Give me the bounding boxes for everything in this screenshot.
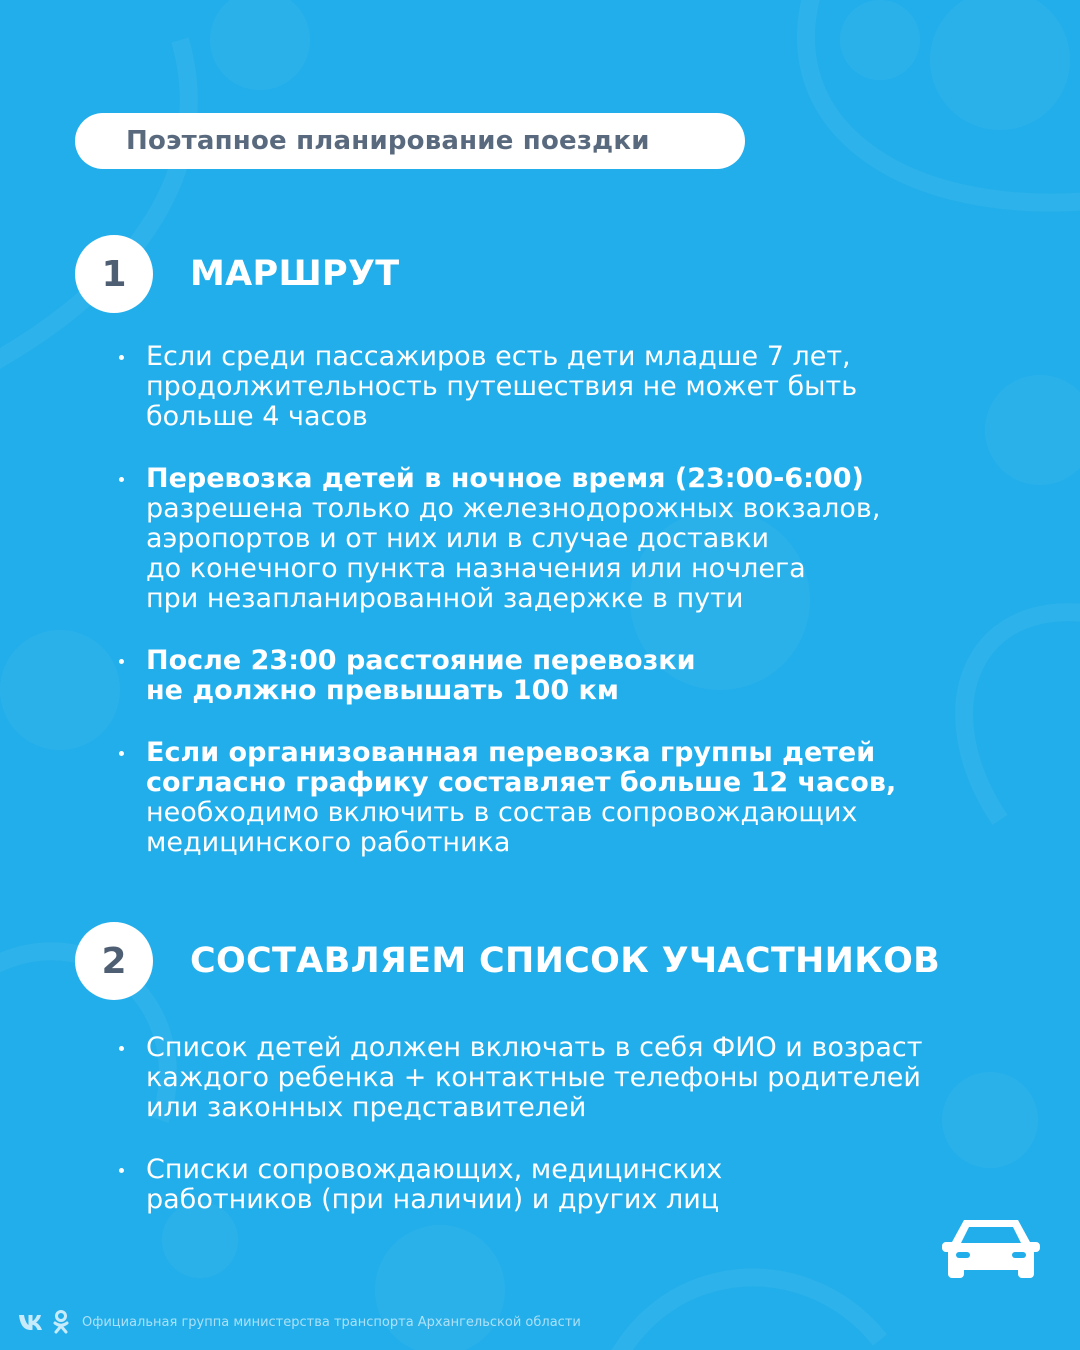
bullet-line: работников (при наличии) и других лиц — [146, 1184, 720, 1215]
list-item — [115, 1155, 1035, 1215]
bullet-line: После 23:00 расстояние перевозки — [146, 645, 696, 676]
bullet-line: разрешена только до железнодорожных вокзалов, — [146, 493, 881, 524]
bullet-dot — [119, 751, 124, 756]
list-item — [115, 646, 1035, 706]
list-item — [115, 1033, 1035, 1123]
bullet-line: или законных представителей — [146, 1092, 587, 1123]
bullet-line: Если организованная перевозка группы детей — [146, 737, 876, 768]
section-2-title: СОСТАВЛЯЕМ СПИСОК УЧАСТНИКОВ — [190, 941, 941, 981]
list-item — [115, 464, 1035, 614]
section-2-header — [75, 922, 940, 1000]
title-pill — [75, 113, 745, 169]
section-1-number: 1 — [75, 235, 153, 313]
bullet-line: согласно графику составляет больше 12 часов, — [146, 767, 897, 798]
bullet-line: Список детей должен включать в себя ФИО и возраст — [146, 1032, 923, 1063]
odnoklassniki-icon[interactable] — [52, 1309, 70, 1335]
bullet-dot — [119, 477, 124, 482]
bullet-line: каждого ребенка + контактные телефоны родителей — [146, 1062, 921, 1093]
section-1-title: МАРШРУТ — [190, 254, 400, 294]
section-2-bullets — [115, 1033, 1035, 1247]
bullet-line: аэропортов и от них или в случае доставки — [146, 523, 770, 554]
section-1-bullets — [115, 342, 1035, 890]
footer-text: Официальная группа министерства транспорта Архангельской области — [82, 1314, 581, 1330]
car-icon — [942, 1216, 1040, 1282]
bullet-dot — [119, 659, 124, 664]
list-item — [115, 342, 1035, 432]
bullet-line: Если среди пассажиров есть дети младше 7 лет, — [146, 341, 851, 372]
bullet-line: медицинского работника — [146, 827, 511, 858]
footer — [18, 1304, 581, 1340]
bullet-dot — [119, 1168, 124, 1173]
bullet-line: до конечного пункта назначения или ночлега — [146, 553, 806, 584]
bullet-line: не должно превышать 100 км — [146, 675, 619, 706]
bullet-dot — [119, 1046, 124, 1051]
section-1-header — [75, 235, 399, 313]
page-title: Поэтапное планирование поездки — [126, 126, 650, 156]
bullet-line: больше 4 часов — [146, 401, 368, 432]
bullet-line: Перевозка детей в ночное время (23:00-6:00) — [146, 463, 864, 494]
section-2-number: 2 — [75, 922, 153, 1000]
bullet-dot — [119, 355, 124, 360]
bullet-line: продолжительность путешествия не может быть — [146, 371, 858, 402]
bullet-line: необходимо включить в состав сопровождающих — [146, 797, 858, 828]
vk-icon[interactable] — [18, 1313, 46, 1331]
list-item — [115, 738, 1035, 858]
bullet-line: Списки сопровождающих, медицинских — [146, 1154, 723, 1185]
bullet-line: при незапланированной задержке в пути — [146, 583, 744, 614]
